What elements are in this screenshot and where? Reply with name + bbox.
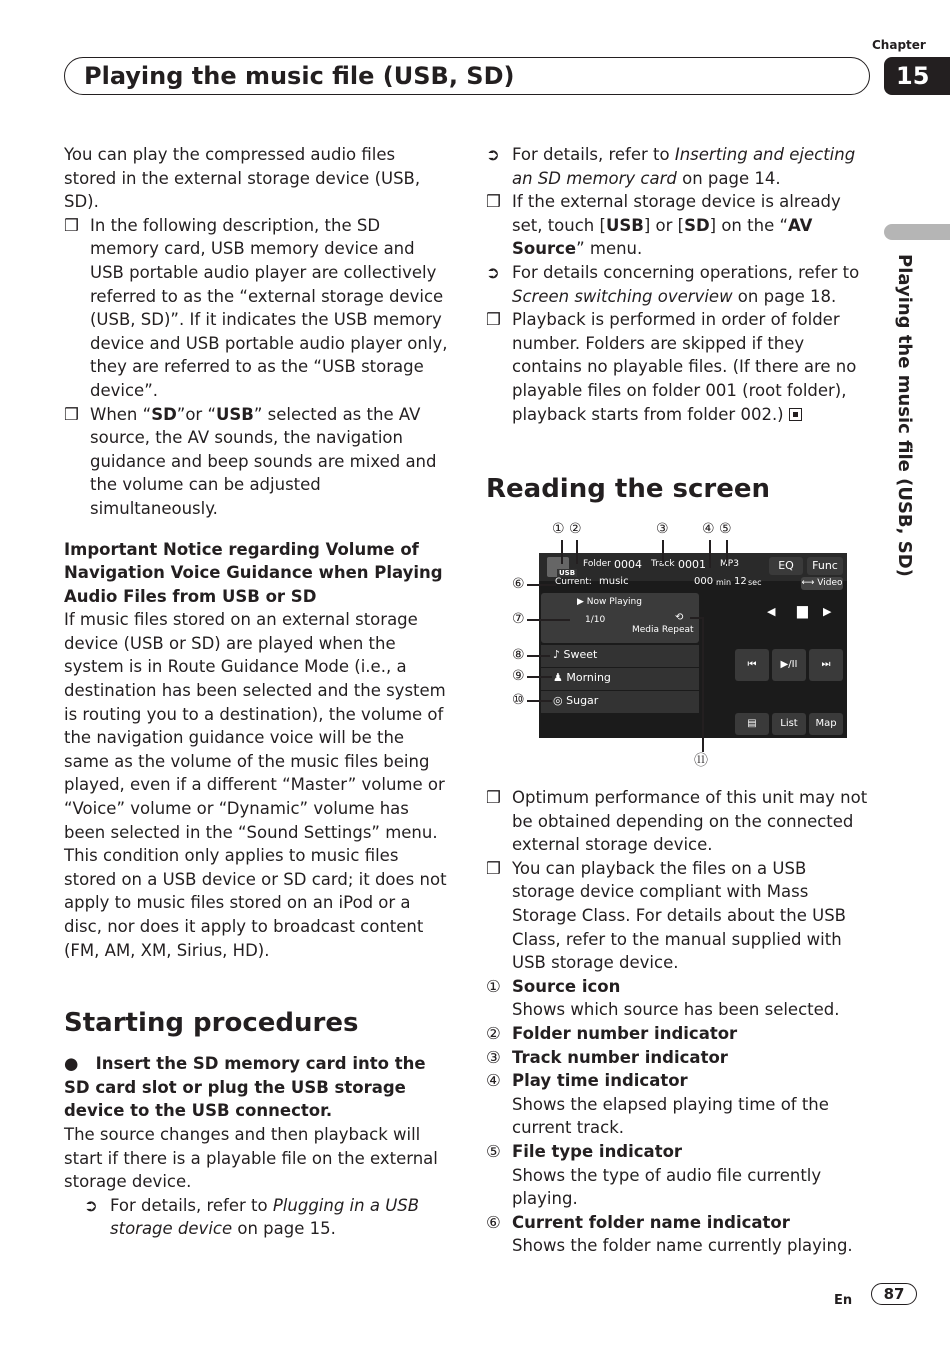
folder-number: 0004 <box>614 558 642 571</box>
checkbox-bullet-icon: ❒ <box>64 404 79 424</box>
time-min-label: min <box>716 578 732 587</box>
callout-8: ⑧ <box>512 647 525 663</box>
indicator-description: Shows the folder name currently playing. <box>512 1236 853 1256</box>
indicator-title: Source icon <box>512 976 621 996</box>
album-name: ◎ Sugar <box>553 694 599 707</box>
skip-forward-icon: ⏭ <box>821 659 831 670</box>
skip-back-icon: ⏮ <box>747 659 757 670</box>
dot-bullet-icon: ● <box>64 1054 79 1074</box>
language-label: En <box>834 1293 853 1308</box>
folder-prev-icon[interactable]: ◀ <box>767 605 776 618</box>
indicator-item <box>486 975 874 1022</box>
list-item: ❒ Optimum performance of this unit may not be obtained depending on the connected external storage device. <box>486 788 868 855</box>
play-pause-icon: ▶/II <box>780 659 798 670</box>
section-heading-reading: Reading the screen <box>486 474 771 504</box>
indicator-number: ④ <box>486 1071 501 1091</box>
person-icon: ♟ <box>553 671 563 684</box>
list-item: ❒ You can playback the files on a USB storage device compliant with Mass Storage Class. For details about the USB Class, refer to the manual supplied with USB storage device. <box>486 858 846 973</box>
callout-5: ⑤ <box>719 521 732 537</box>
callout-11: ⑪ <box>694 753 708 769</box>
callout-10: ⑩ <box>512 692 525 708</box>
side-running-title: Playing the music file (USB, SD) <box>894 254 915 577</box>
indicator-item <box>486 1022 874 1046</box>
eq-button[interactable]: EQ <box>769 557 803 575</box>
callout-2: ② <box>569 521 582 537</box>
music-note-icon: ♪ <box>553 648 561 661</box>
disc-icon: ◎ <box>553 694 563 707</box>
notice-body: If music files stored on an external storage device (USB or SD) are played when the system is in Route Guidance Mode (i.e., a destination has been selected and the system is routing you to a destination), the volume of the navigation guidance voice will be the same as the volume of the music files being played, even if a different “Master” volume or “Voice” volume or “Dynamic” volume has been selected in the “Sound Settings” menu. This condition only applies to music files stored on a USB device or SD card; it does not apply to music files stored on an iPod or a disc, nor does it apply to broadcast content (FM, AM, XM, Sirius, HD). <box>64 610 447 960</box>
chapter-label: Chapter <box>872 38 926 52</box>
indicator-description: Shows which source has been selected. <box>512 1000 840 1020</box>
list-item: ❒ When “SD”or “USB” selected as the AV source, the AV sounds, the navigation guidance and beep sounds are mixed and the volume can be adjusted simultaneously. <box>64 404 437 518</box>
indicator-number: ⑥ <box>486 1212 501 1232</box>
indicator-item <box>486 1069 874 1140</box>
indicator-description: Shows the elapsed playing time of the current track. <box>512 1094 829 1138</box>
chapter-number: 15 <box>896 62 930 90</box>
step-body: The source changes and then playback will start if there is a playable file on the external storage device. <box>64 1124 438 1192</box>
step-heading: ● Insert the SD memory card into the SD card slot or plug the USB storage device to the USB connector. <box>64 1054 426 1121</box>
track-label: Track <box>651 559 675 569</box>
left-column <box>64 143 452 1241</box>
side-tab <box>884 224 950 240</box>
callout-9: ⑨ <box>512 668 525 684</box>
page-title: Playing the music file (USB, SD) <box>84 62 515 90</box>
reference-item: ➲ For details, refer to Plugging in a USB storage device on page 15. <box>84 1195 420 1239</box>
time-sec-label: sec <box>748 578 762 587</box>
now-playing-label: ▶ Now Playing <box>577 597 642 607</box>
indicator-number: ① <box>486 976 501 996</box>
right-column-top <box>486 143 874 426</box>
play-indicator-icon: ▶ <box>577 597 584 607</box>
map-button[interactable]: Map <box>809 713 843 735</box>
arrow-bullet-icon: ➲ <box>486 145 500 164</box>
indicator-title: File type indicator <box>512 1141 683 1161</box>
checkbox-bullet-icon: ❒ <box>486 788 501 807</box>
arrow-bullet-icon: ➲ <box>84 1195 98 1215</box>
folder-next-icon[interactable]: ▶ <box>823 605 832 618</box>
song-title: ♪ Sweet <box>553 648 598 661</box>
arrow-bullet-icon: ➲ <box>486 262 500 282</box>
page-number: 87 <box>871 1283 917 1305</box>
checkbox-bullet-icon: ❒ <box>486 192 501 212</box>
video-button[interactable]: ⟷ Video <box>801 578 843 588</box>
indicator-item <box>486 1046 874 1070</box>
current-folder-name: music <box>599 576 629 587</box>
repeat-icon: ⟲ <box>675 612 684 623</box>
list-item: ❒ In the following description, the SD memory card, USB memory device and USB portable audio player are collectively referred to as the “external storage device (USB, SD)”. If it indicates the USB memory device and USB portable audio player only, they are referred to as the “USB storage device”. <box>64 215 448 400</box>
func-button[interactable]: Func <box>807 557 843 575</box>
list-item: ❒ If the external storage device is already set, touch [USB] or [SD] on the “AV Source” menu. <box>486 192 841 259</box>
swap-arrow-icon: ⟷ <box>801 578 815 588</box>
track-count: 1/10 <box>585 615 606 625</box>
folder-icon: ▆ <box>797 603 808 619</box>
indicator-title: Current folder name indicator <box>512 1212 790 1232</box>
checkbox-bullet-icon: ❒ <box>64 215 79 235</box>
section-heading-starting: Starting procedures <box>64 1008 359 1039</box>
indicator-title: Play time indicator <box>512 1071 688 1091</box>
track-number: 0001 <box>678 558 706 571</box>
indicator-list <box>486 975 874 1258</box>
indicator-number: ② <box>486 1023 501 1043</box>
callout-6: ⑥ <box>512 576 525 592</box>
intro-paragraph: You can play the compressed audio files stored in the external storage device (USB, SD). <box>64 145 421 212</box>
indicator-number: ⑤ <box>486 1141 501 1161</box>
current-label: Current: <box>555 577 592 587</box>
artist-name: ♟ Morning <box>553 671 611 684</box>
reference-item: ➲ For details, refer to Inserting and ejecting an SD memory card on page 14. <box>486 145 856 188</box>
list-button[interactable]: List <box>772 713 806 735</box>
time-minutes: 000 <box>694 576 714 587</box>
reference-item: ➲ For details concerning operations, refer to Screen switching overview on page 18. <box>486 262 860 306</box>
indicator-item <box>486 1211 874 1258</box>
indicator-number: ③ <box>486 1047 501 1067</box>
indicator-description: Shows the type of audio file currently playing. <box>512 1165 822 1209</box>
end-mark-icon <box>789 408 802 421</box>
indicator-title: Track number indicator <box>512 1047 728 1067</box>
callout-1: ① <box>552 521 565 537</box>
checkbox-bullet-icon: ❒ <box>486 858 501 878</box>
document-icon: ▤ <box>747 718 757 729</box>
callout-4: ④ <box>702 521 715 537</box>
indicator-item <box>486 1140 874 1211</box>
callout-leaders <box>500 520 870 780</box>
notice-heading: Important Notice regarding Volume of Navigation Voice Guidance when Playing Audio Files from USB or SD <box>64 539 443 606</box>
usb-label: USB <box>559 569 576 577</box>
callout-7: ⑦ <box>512 611 525 627</box>
file-type: MP3 <box>720 559 739 569</box>
list-item: ❒ Playback is performed in order of folder number. Folders are skipped if they contains no playable files. (If there are no playable files on folder 001 (root folder), playback starts from folder 002.) <box>486 310 857 424</box>
callout-3: ③ <box>656 521 669 537</box>
time-seconds: 12 <box>734 576 747 587</box>
checkbox-bullet-icon: ❒ <box>486 310 501 330</box>
indicator-title: Folder number indicator <box>512 1023 738 1043</box>
folder-label: Folder <box>583 559 611 569</box>
right-column-bottom <box>486 786 874 1258</box>
media-repeat-label: Media Repeat <box>632 625 694 635</box>
